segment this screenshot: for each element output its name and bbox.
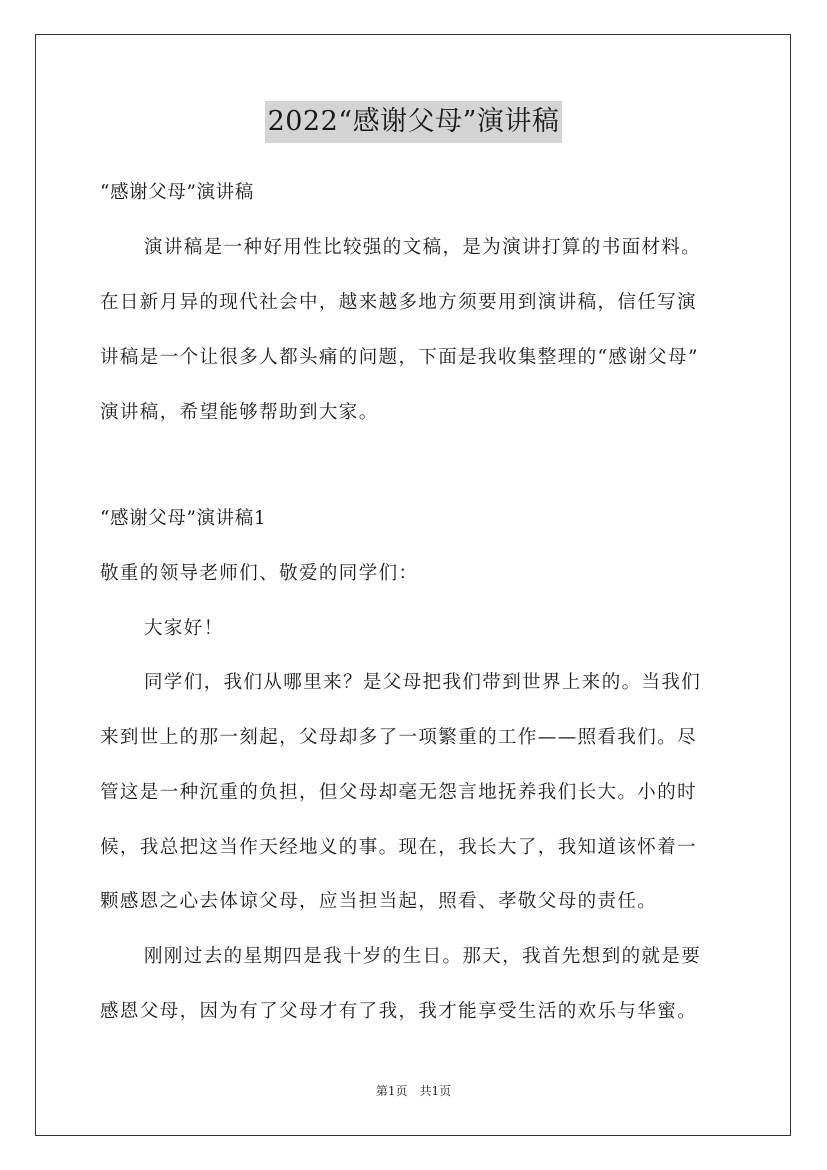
title-container (0, 101, 827, 143)
paragraph-line: 来到世上的那一刻起，父母却多了一项繁重的工作——照看我们。尽 (100, 727, 698, 748)
paragraph-line: 演讲稿，希望能够帮助到大家。 (100, 402, 379, 423)
paragraph-line: 在日新月异的现代社会中，越来越多地方须要用到演讲稿，信任写演 (100, 292, 698, 313)
page-footer: 第1页 共1页 (375, 1084, 452, 1098)
paragraph-line: 感恩父母，因为有了父母才有了我，我才能享受生活的欢乐与华蜜。 (100, 1001, 698, 1022)
paragraph-line: 候，我总把这当作天经地义的事。现在，我长大了，我知道该怀着一 (100, 837, 698, 858)
paragraph-line: 颗感恩之心去体谅父母，应当担当起，照看、孝敬父母的责任。 (100, 891, 658, 912)
paragraph-line: 管这是一种沉重的负担，但父母却毫无怨言地抚养我们长大。小的时 (100, 782, 698, 803)
paragraph-line: 讲稿是一个让很多人都头痛的问题，下面是我收集整理的“感谢父母” (100, 347, 699, 368)
paragraph-line: 刚刚过去的星期四是我十岁的生日。那天，我首先想到的就是要 (144, 946, 702, 967)
document-title: 2022“感谢父母”演讲稿 (265, 101, 563, 143)
subtitle-line: “感谢父母”演讲稿 (100, 182, 254, 203)
salutation-line: 敬重的领导老师们、敬爱的同学们： (100, 563, 419, 584)
paragraph-line: 演讲稿是一种好用性比较强的文稿，是为演讲打算的书面材料。 (144, 237, 702, 258)
paragraph-line: 同学们，我们从哪里来？是父母把我们带到世界上来的。当我们 (144, 672, 702, 693)
greeting-line: 大家好！ (144, 618, 224, 639)
section-heading: “感谢父母”演讲稿1 (100, 508, 267, 529)
